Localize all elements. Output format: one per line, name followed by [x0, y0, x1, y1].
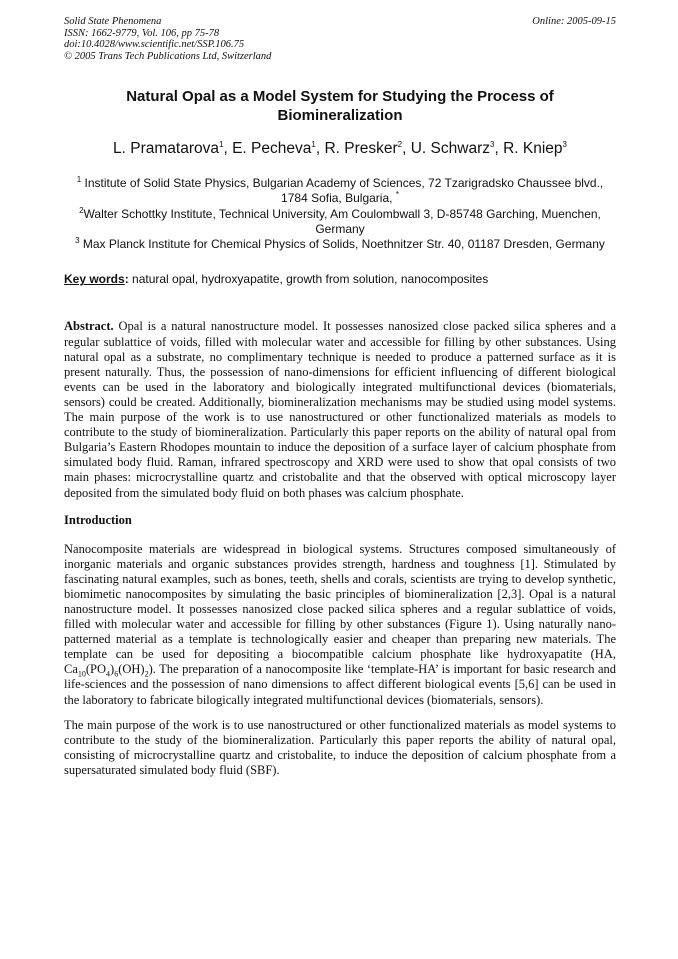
keywords-label: Key words [64, 272, 125, 287]
affiliation-1: $^1$ Institute of Solid State Physics, Bulgarian Academy of Sciences, 72 Tzarigradsko Chaussee blvd., 1784 Sofia, Bulgaria, * [76, 175, 604, 206]
author-name: R. Kniep [503, 140, 563, 157]
author-name: L. Pramatarova [113, 140, 219, 157]
author-list: L. Pramatarova$^1$, E. Pecheva$^1$, R. Presker$^2$, U. Schwarz$^3$, R. Kniep$^3$ [113, 139, 567, 157]
affiliation-3: $^3$ Max Planck Institute for Chemical Physics of Solids, Noethnitzer Str. 40, 01187 Dresden, Germany [75, 236, 605, 252]
author-name: R. Presker [324, 140, 398, 157]
online-date: Online: 2005-09-15 [532, 16, 616, 27]
issn-line: ISSN: 1662-9779, Vol. 106, pp 75-78 [64, 27, 220, 39]
copyright-line: © 2005 Trans Tech Publications Ltd, Switzerland [64, 50, 272, 62]
introduction-paragraph-1: Nanocomposite materials are widespread in biological systems. Structures composed simultaneously of inorganic materials and organic substances provides strength, hardness and toughness [1]. Stimulated by fascinating natural examples, such as bones, teeth, shells and corals, scientists are trying to develop synthetic, biomimetic nanocomposites by simulating the basic principles of biomineralization [2,3]. Opal is a natural nanostructure model. It possesses nanosized close packed silica spheres and a regular sublattice of voids, filled with molecular water and accessible for filling by other substances (Figure 1). Using naturally nano-patterned material as a template is technologically easier and cheaper than preparing new materials. The template can be used for depositing a biocompatible calcium phosphate like hydroxyapatite (HA, $Ca_{10}(PO_4)_6(OH)_2$). The preparation of a nanocomposite like ‘template-HA’ is important for basic research and life-sciences and the possession of nano dimensions to affect different biological events [5,6] can be used in the laboratory to fabricate bilogically integrated multifunctional devices (biomaterials, sensors). [64, 541, 617, 707]
paper-page [64, 16, 616, 778]
keywords-text: natural opal, hydroxyapatite, growth from solution, nanocomposites [132, 272, 489, 287]
keywords: Key words: natural opal, hydroxyapatite, growth from solution, nanocomposites [64, 272, 489, 287]
doi-line: doi:10.4028/www.scientific.net/SSP.106.75 [64, 39, 245, 50]
author-name: U. Schwarz [410, 140, 490, 157]
abstract [64, 319, 616, 500]
abstract-label: Abstract. [64, 319, 114, 334]
author-name: E. Pecheva [232, 140, 312, 157]
affiliations [64, 176, 616, 252]
paper-title: Natural Opal as a Model System for Studying the Process of Biomineralization [126, 88, 554, 124]
journal-header [64, 16, 616, 62]
journal-name: Solid State Phenomena [64, 16, 162, 27]
abstract-text: Opal is a natural nanostructure model. It possesses nanosized close packed silica spheres and a regular sublattice of voids, filled with molecular water and accessible for filling by other substances. Using natural opal as a substrate, no complimentary technique is needed to produce a patterned surface as it is present naturally. Thus, the possession of nano-dimensions for efficient influencing of different biological events can be used in the laboratory and biologically integrated multifunctional devices (biomaterials, sensors) could be created. Additionally, biomineralization mechanisms may be studied using model systems. The main purpose of the work is to use nanostructured or other functionalized materials as models to contribute to the study of biomineralization. Particularly this paper reports on the ability of natural opal from Bulgaria’s Eastern Rhodopes mountain to induce the deposition of a surface layer of calcium phosphate from simulated body fluid. Raman, infrared spectroscopy and XRD were used to show that opal consists of two main phases: microcrystalline quartz and cristobalite and that the observed with optical microscopy layer deposited from the simulated body fluid on both phases was calcium phosphate. [64, 319, 616, 500]
introduction-paragraph-2: The main purpose of the work is to use nanostructured or other functionalized materials as model systems to contribute to the study of the biomineralization. Particularly this paper reports the ability of natural opal, consisting of microcrystalline quartz and cristobalite, to induce the deposition of calcium phosphate from a supersaturated simulated body fluid (SBF). [64, 717, 616, 777]
affiliation-2: $^2$Walter Schottky Institute, Technical University, Am Coulombwall 3, D-85748 Garching, Muenchen, Germany [79, 205, 601, 236]
section-heading-introduction: Introduction [64, 512, 132, 527]
